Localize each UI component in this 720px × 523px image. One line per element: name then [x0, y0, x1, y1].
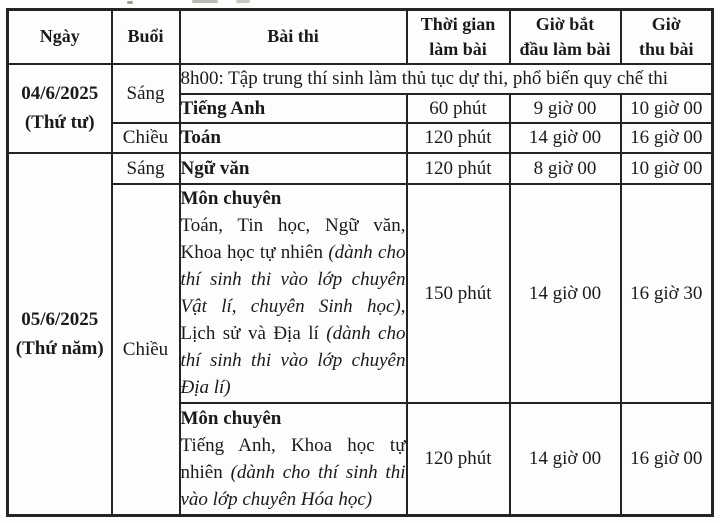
start-cell-specialized-2: 14 giờ 00: [510, 403, 621, 516]
exam-cell-specialized-1: [180, 184, 407, 403]
header-exam: Bài thi: [180, 10, 407, 64]
exam-cell-english: Tiếng Anh: [180, 94, 407, 123]
date-cell-day1: [8, 64, 112, 153]
row-math-exam: [8, 123, 713, 153]
duration-cell-literature: 120 phút: [407, 153, 510, 184]
exam-schedule-table: [6, 8, 714, 517]
header-collect-line2: thu bài: [638, 38, 694, 59]
header-session: Buổi: [112, 10, 180, 64]
header-collect-line1: Giờ: [651, 13, 681, 34]
header-date: Ngày: [8, 10, 112, 64]
date-cell-day2: [8, 153, 112, 516]
header-start-line2: đầu làm bài: [519, 38, 611, 59]
specialized-1-italic2: (dành cho thí sinh thi vào lớp chuyên Địa lí): [180, 323, 406, 398]
duration-cell-math: 120 phút: [407, 123, 510, 153]
duration-cell-specialized-1: 150 phút: [407, 184, 510, 403]
duration-cell-english: 60 phút: [407, 94, 510, 123]
date-day2-line1: 05/6/2025: [21, 308, 99, 330]
table-header-row: [8, 10, 713, 64]
exam-cell-math: Toán: [180, 123, 407, 153]
specialized-1-text2: , Lịch sử và Địa lí: [180, 296, 406, 344]
header-duration: [407, 10, 510, 64]
start-cell-english: 9 giờ 00: [510, 94, 621, 123]
session-cell-day1-morning: Sáng: [112, 64, 180, 123]
specialized-1-text1: Toán, Tin học, Ngữ văn, Khoa học tự nhiên: [180, 215, 406, 263]
session-cell-day2-morning: Sáng: [112, 153, 180, 184]
collect-cell-english: 10 giờ 00: [621, 94, 713, 123]
header-start-time: [510, 10, 621, 64]
specialized-1-title: Môn chuyên: [180, 188, 282, 209]
row-specialized-exam-1: [8, 184, 713, 403]
collect-cell-math: 16 giờ 00: [621, 123, 713, 153]
start-cell-literature: 8 giờ 00: [510, 153, 621, 184]
collect-cell-specialized-2: 16 giờ 00: [621, 403, 713, 516]
collect-cell-literature: 10 giờ 00: [621, 153, 713, 184]
exam-cell-specialized-2: [180, 403, 407, 516]
duration-cell-specialized-2: 120 phút: [407, 403, 510, 516]
start-cell-math: 14 giờ 00: [510, 123, 621, 153]
start-cell-specialized-1: 14 giờ 00: [510, 184, 621, 403]
header-duration-line2: làm bài: [429, 38, 487, 59]
row-literature-exam: [8, 153, 713, 184]
session-cell-day1-afternoon: Chiều: [112, 123, 180, 153]
collect-cell-specialized-1: 16 giờ 30: [621, 184, 713, 403]
specialized-1-italic1: (dành cho thí sinh thi vào lớp chuyên Vật lí, chuyên Sinh học): [180, 242, 406, 317]
date-day1-line1: 04/6/2025: [21, 83, 99, 104]
header-start-line1: Giờ bắt: [535, 13, 595, 34]
session-cell-day2-afternoon: Chiều: [112, 184, 180, 516]
date-day2-line2: (Thứ năm): [15, 337, 104, 359]
announcement-cell: 8h00: Tập trung thí sinh làm thủ tục dự thi, phổ biến quy chế thi: [180, 64, 713, 94]
specialized-2-text1: Tiếng Anh, Khoa học tự nhiên: [180, 434, 406, 483]
scan-artifact: [192, 0, 218, 3]
scan-artifact: [127, 1, 133, 4]
date-day1-line2: (Thứ tư): [24, 112, 95, 133]
scan-artifact: [236, 0, 250, 3]
row-announcement: [8, 64, 713, 94]
specialized-2-italic1: (dành cho thí sinh thi vào lớp chuyên Hóa học): [180, 461, 406, 510]
header-duration-line1: Thời gian: [420, 13, 496, 34]
exam-cell-literature: Ngữ văn: [180, 153, 407, 184]
header-collect-time: [621, 10, 713, 64]
specialized-2-title: Môn chuyên: [180, 407, 282, 429]
